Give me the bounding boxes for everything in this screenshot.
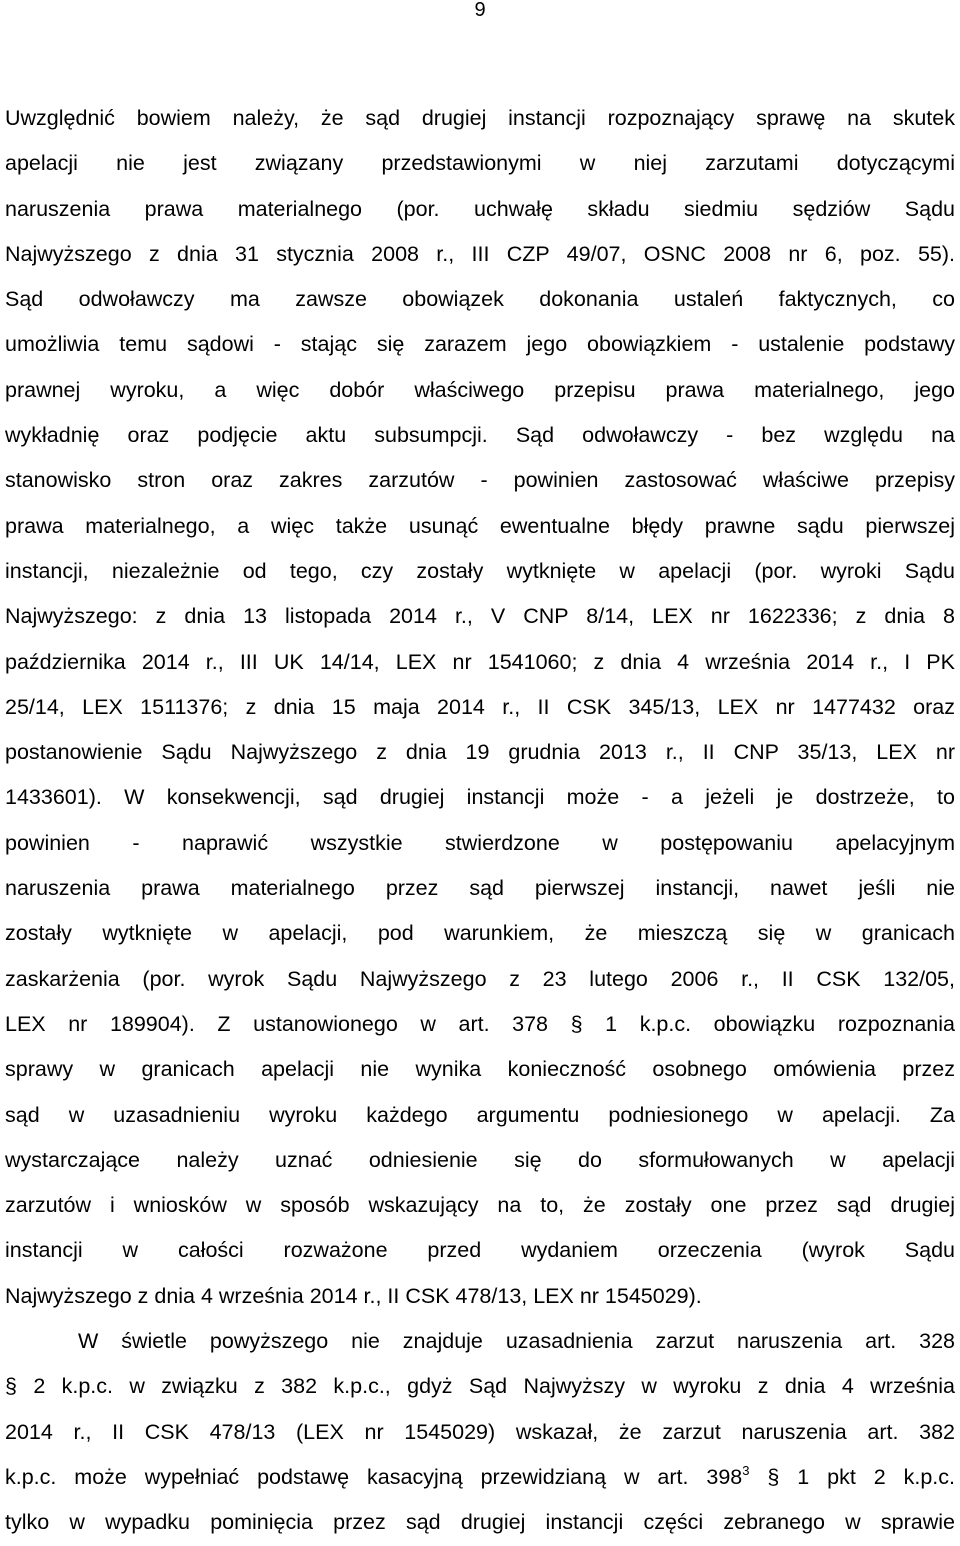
text-line: Najwyższego: z dnia 13 listopada 2014 r., V CNP 8/14, LEX nr 1622336; z dnia 8 — [5, 604, 955, 629]
text-line: Najwyższego z dnia 4 września 2014 r., II CSK 478/13, LEX nr 1545029). — [5, 1283, 702, 1308]
text-line: sprawy w granicach apelacji nie wynika konieczność osobnego omówienia przez — [5, 1057, 955, 1082]
text-line: Sąd odwoławczy ma zawsze obowiązek dokonania ustaleń faktycznych, co — [5, 287, 955, 312]
text-line: LEX nr 189904). Z ustanowionego w art. 378 § 1 k.p.c. obowiązku rozpoznania — [5, 1011, 955, 1036]
text-line: zarzutów i wniosków w sposób wskazujący na to, że zostały one przez sąd drugiej — [5, 1193, 955, 1218]
text-segment: § 1 pkt 2 k.p.c. — [767, 1464, 955, 1489]
text-line: postanowienie Sądu Najwyższego z dnia 19 grudnia 2013 r., II CNP 35/13, LEX nr — [5, 740, 955, 765]
text-line: października 2014 r., III UK 14/14, LEX nr 1541060; z dnia 4 września 2014 r., I PK — [5, 649, 955, 674]
text-line: naruszenia prawa materialnego (por. uchwałę składu siedmiu sędziów Sądu — [5, 196, 955, 221]
text-line: § 2 k.p.c. w związku z 382 k.p.c., gdyż Sąd Najwyższy w wyroku z dnia 4 września — [5, 1374, 955, 1399]
text-line: 25/14, LEX 1511376; z dnia 15 maja 2014 r., II CSK 345/13, LEX nr 1477432 oraz — [5, 694, 955, 719]
text-line: instancji, niezależnie od tego, czy zostały wytknięte w apelacji (por. wyroki Sądu — [5, 558, 955, 583]
text-line — [5, 1455, 955, 1500]
text-line: wykładnię oraz podjęcie aktu subsumpcji. Sąd odwoławczy - bez względu na — [5, 423, 955, 448]
text-line: instancji w całości rozważone przed wydaniem orzeczenia (wyrok Sądu — [5, 1238, 955, 1263]
text-line: prawa materialnego, a więc także usunąć ewentualne błędy prawne sądu pierwszej — [5, 513, 955, 538]
document-body — [5, 96, 955, 1546]
text-line: W świetle powyższego nie znajduje uzasadnienia zarzut naruszenia art. 328 — [78, 1329, 955, 1354]
text-line: Uwzględnić bowiem należy, że sąd drugiej instancji rozpoznający sprawę na skutek — [5, 106, 955, 130]
text-line: 1433601). W konsekwencji, sąd drugiej instancji może - a jeżeli je dostrzeże, to — [5, 785, 955, 810]
text-line: stanowisko stron oraz zakres zarzutów - powinien zastosować właściwe przepisy — [5, 468, 955, 493]
text-line: prawnej wyroku, a więc dobór właściwego przepisu prawa materialnego, jego — [5, 377, 955, 402]
text-line: 2014 r., II CSK 478/13 (LEX nr 1545029) wskazał, że zarzut naruszenia art. 382 — [5, 1419, 955, 1444]
text-line: zaskarżenia (por. wyrok Sądu Najwyższego z 23 lutego 2006 r., II CSK 132/05, — [5, 966, 955, 991]
superscript: 3 — [742, 1462, 750, 1478]
text-line: wystarczające należy uznać odniesienie się do sformułowanych w apelacji — [5, 1147, 955, 1172]
text-line: powinien - naprawić wszystkie stwierdzone w postępowaniu apelacyjnym — [5, 830, 955, 855]
text-line: apelacji nie jest związany przedstawionymi w niej zarzutami dotyczącymi — [5, 151, 955, 176]
text-line: sąd w uzasadnieniu wyroku każdego argumentu podniesionego w apelacji. Za — [5, 1102, 955, 1127]
page-number: 9 — [474, 0, 486, 21]
text-line: umożliwia temu sądowi - stając się zarazem jego obowiązkiem - ustalenie podstawy — [5, 332, 955, 357]
text-line: zostały wytknięte w apelacji, pod warunkiem, że mieszczą się w granicach — [5, 921, 955, 946]
text-line: tylko w wypadku pominięcia przez sąd drugiej instancji części zebranego w sprawie — [5, 1510, 955, 1535]
text-line: naruszenia prawa materialnego przez sąd pierwszej instancji, nawet jeśli nie — [5, 876, 955, 901]
text-segment: k.p.c. może wypełniać podstawę kasacyjną przewidzianą w art. 398 — [5, 1464, 743, 1489]
text-line: Najwyższego z dnia 31 stycznia 2008 r., III CZP 49/07, OSNC 2008 nr 6, poz. 55). — [5, 241, 955, 266]
